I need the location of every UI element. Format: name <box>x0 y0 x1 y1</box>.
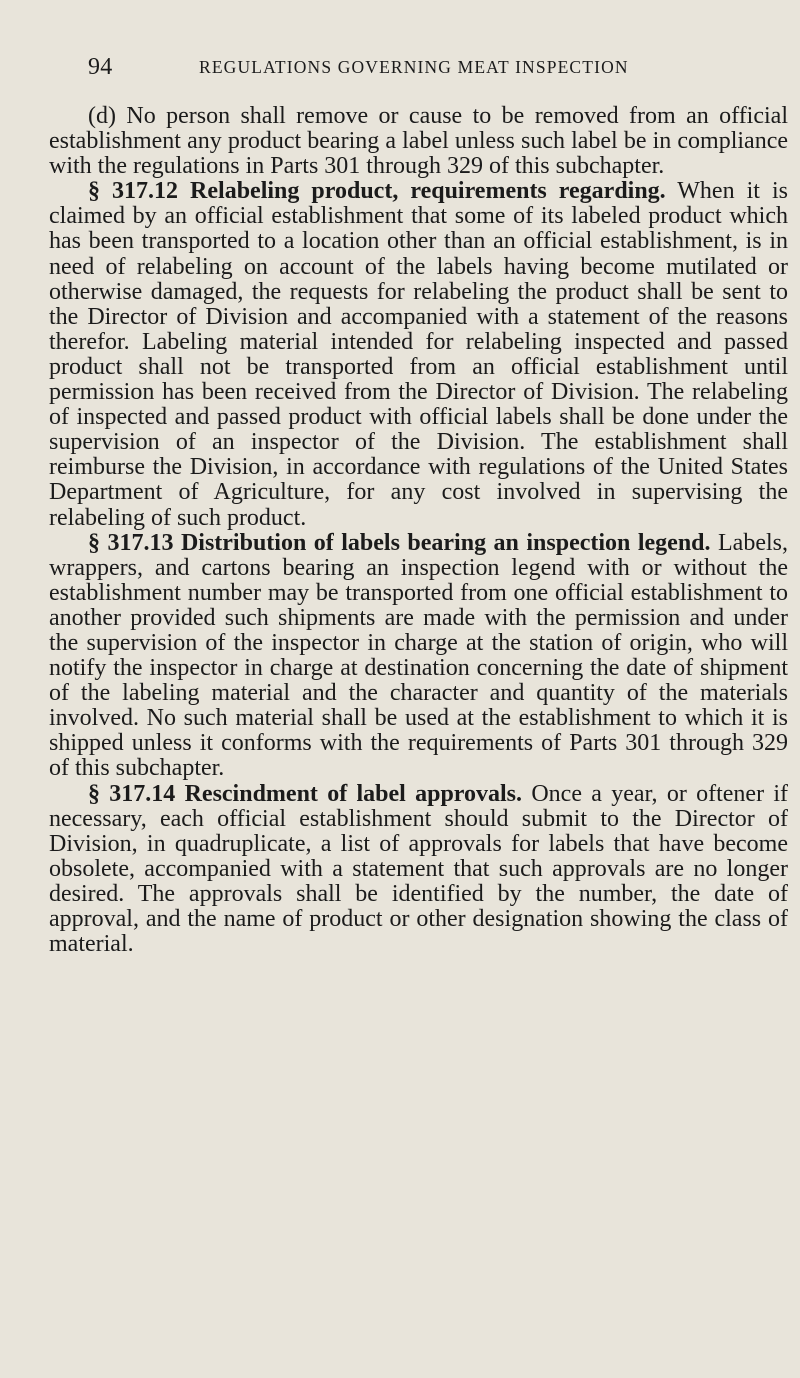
section-317-12-heading: § 317.12 Relabeling product, requirements regarding. <box>88 178 666 205</box>
section-317-12-body: When it is claimed by an official establishment that some of its labeled product which has been transported to a location other than an official establishment, is in need of relabeling on account of the labels having become mutilated or otherwise damaged, the requests for relabeling the product shall be sent to the Director of Division and accompanied with a statement of the reasons therefor. Labeling material intended for relabeling inspected and passed product shall not be transported from an official establishment until permission has been received from the Director of Division. The relabeling of inspected and passed product with official labels shall be done under the supervision of an inspector of the Division. The establishment shall reimburse the Division, in accordance with regulations of the United States Department of Agriculture, for any cost involved in supervising the relabeling of such product. <box>49 178 788 531</box>
running-title: REGULATIONS GOVERNING MEAT INSPECTION <box>199 57 629 77</box>
section-317-14-heading: § 317.14 Rescindment of label approvals. <box>88 780 523 807</box>
section-317-13 <box>49 531 788 782</box>
section-317-12 <box>49 179 788 530</box>
section-317-13-body: Labels, wrappers, and cartons bearing an inspection legend with or without the establishment number may be transported from one official establishment to another provided such shipments are made with the permission and under the supervision of the inspector in charge at the station of origin, who will notify the inspector in charge at destination concerning the date of shipment of the labeling material and the character and quantity of the materials involved. No such material shall be used at the establishment to which it is shipped unless it conforms with the requirements of Parts 301 through 329 of this subchapter. <box>49 529 788 782</box>
running-header <box>88 54 788 84</box>
paragraph-d <box>49 104 788 179</box>
paragraph-d-text: (d) No person shall remove or cause to be removed from an official establishment any product bearing a label unless such label be in compliance with the regulations in Parts 301 through 329 of this subchapter. <box>49 103 788 180</box>
page-number: 94 <box>88 54 113 80</box>
body-text <box>49 104 788 957</box>
section-317-14 <box>49 782 788 958</box>
section-317-13-heading: § 317.13 Distribution of labels bearing an inspection legend. <box>88 529 711 556</box>
section-317-14-body: Once a year, or oftener if necessary, each official establishment should submit to the Director of Division, in quadruplicate, a list of approvals for labels that have become obsolete, accompanied with a statement that such approvals are no longer desired. The approvals shall be identified by the number, the date of approval, and the name of product or other designation showing the class of material. <box>49 780 789 958</box>
